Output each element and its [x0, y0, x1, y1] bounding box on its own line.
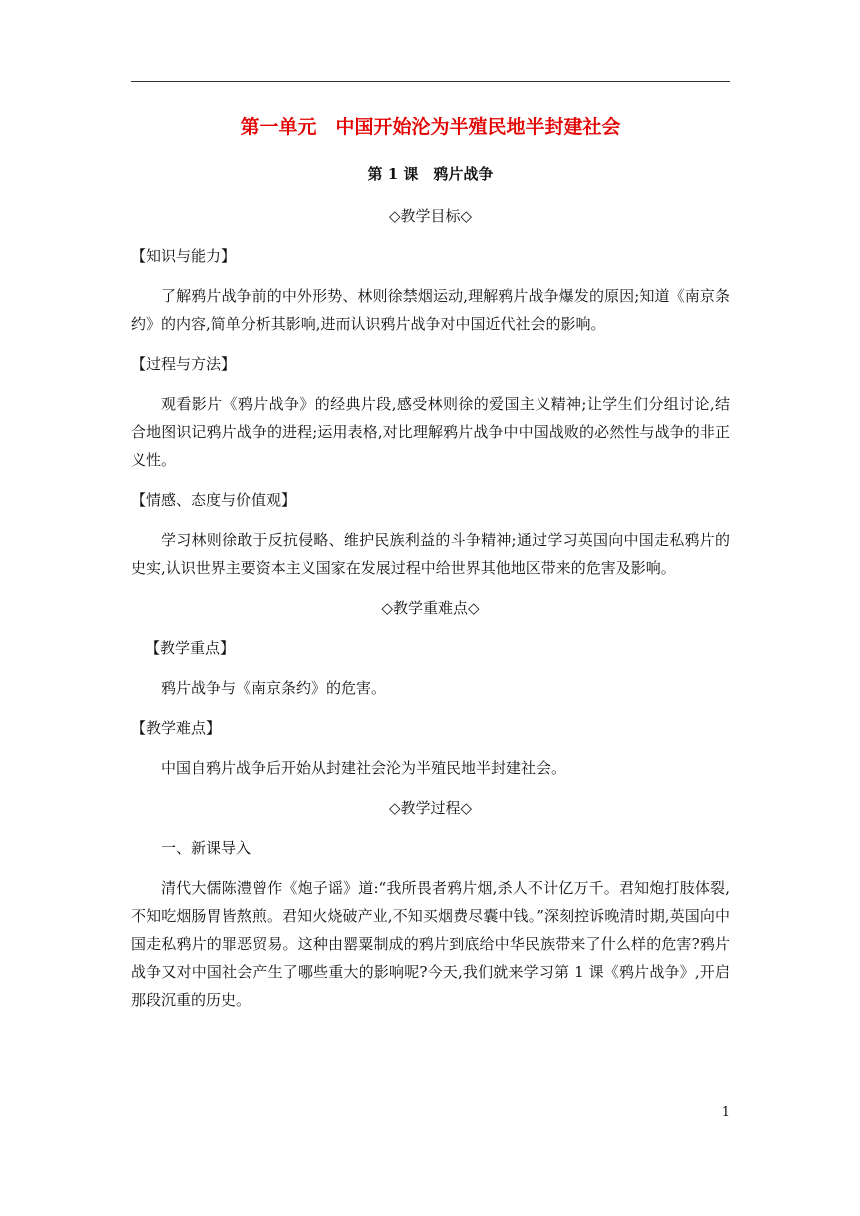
- page-number: 1: [721, 1105, 730, 1120]
- knowledge-paragraph: 了解鸦片战争前的中外形势、林则徐禁烟运动,理解鸦片战争爆发的原因;知道《南京条约》的内容,简单分析其影响,进而认识鸦片战争对中国近代社会的影响。: [131, 287, 730, 333]
- key-points-heading: ◇教学重难点◇: [381, 599, 480, 617]
- document-body: [131, 112, 730, 1014]
- focus-paragraph: 鸦片战争与《南京条约》的危害。: [161, 679, 387, 697]
- header-rule: [131, 81, 730, 82]
- lesson-title: 第 1 课 鸦片战争: [367, 165, 494, 183]
- difficulty-paragraph: 中国自鸦片战争后开始从封建社会沦为半殖民地半封建社会。: [161, 759, 567, 777]
- focus-heading: 【教学重点】: [145, 639, 236, 657]
- process-steps-heading: ◇教学过程◇: [388, 799, 473, 817]
- knowledge-heading: 【知识与能力】: [131, 247, 237, 265]
- emotion-heading: 【情感、态度与价值观】: [131, 491, 297, 509]
- process-heading: 【过程与方法】: [131, 355, 237, 373]
- process-paragraph: 观看影片《鸦片战争》的经典片段,感受林则徐的爱国主义精神;让学生们分组讨论,结合地图识记鸦片战争的进程;运用表格,对比理解鸦片战争中中国战败的必然性与战争的非正义性。: [131, 395, 730, 469]
- intro-heading: 一、新课导入: [161, 839, 252, 857]
- objectives-heading: ◇教学目标◇: [388, 207, 473, 225]
- emotion-paragraph: 学习林则徐敢于反抗侵略、维护民族利益的斗争精神;通过学习英国向中国走私鸦片的史实,认识世界主要资本主义国家在发展过程中给世界其他地区带来的危害及影响。: [131, 531, 730, 577]
- intro-paragraph: 清代大儒陈澧曾作《炮子谣》道:“我所畏者鸦片烟,杀人不计亿万千。君知炮打肢体裂,不知吃烟肠胃皆熬煎。君知火烧破产业,不知买烟费尽囊中钱。”深刻控诉晚清时期,英国向中国走私鸦片的罪恶贸易。这种由罂粟制成的鸦片到底给中华民族带来了什么样的危害?鸦片战争又对中国社会产生了哪些重大的影响呢?今天,我们就来学习第 1 课《鸦片战争》,开启那段沉重的历史。: [131, 879, 730, 1009]
- unit-title: 第一单元 中国开始沦为半殖民地半封建社会: [240, 116, 621, 138]
- difficulty-heading: 【教学难点】: [131, 719, 222, 737]
